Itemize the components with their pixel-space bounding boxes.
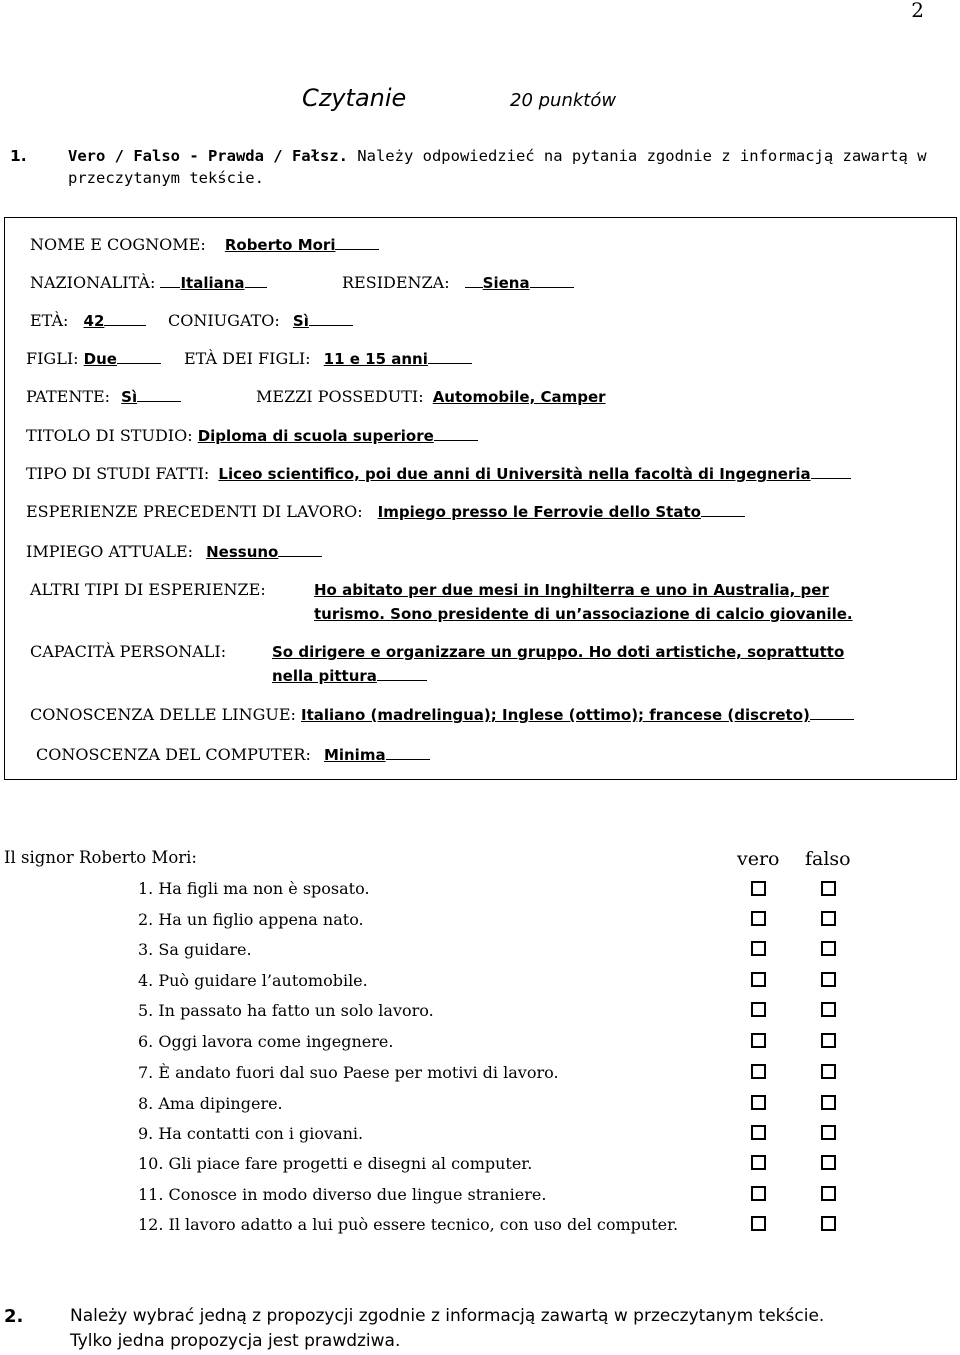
form-row-lingue [30,705,854,724]
form-row-nazionalita [30,273,267,292]
task1-text: Należy odpowiedzieć na pytania zgodnie z informacją zawartą w przeczytanym tekście. [68,147,927,187]
task1-instruction [10,145,940,189]
titolo-label: TITOLO DI STUDIO: [26,426,193,445]
lingue-value: Italiano (madrelingua); Inglese (ottimo); francese (discreto) [301,706,810,724]
computer-value: Minima [323,746,386,764]
statement-item: 12. Il lavoro adatto a lui può essere tecnico, con uso del computer. [138,1215,679,1234]
false-checkbox[interactable] [821,1095,836,1110]
statement-item: 11. Conosce in modo diverso due lingue straniere. [138,1185,547,1204]
true-checkbox[interactable] [751,941,766,956]
true-checkbox[interactable] [751,1064,766,1079]
false-checkbox[interactable] [821,972,836,987]
statement-item: 9. Ha contatti con i giovani. [138,1124,364,1143]
form-row-altri [30,580,266,599]
impiego-label: IMPIEGO ATTUALE: [26,542,194,561]
computer-label: CONOSCENZA DEL COMPUTER: [36,745,311,764]
false-checkbox[interactable] [821,1033,836,1048]
tipo-studi-value: Liceo scientifico, poi due anni di Università nella facoltà di Ingegneria [218,465,811,483]
form-row-computer [36,745,430,764]
false-checkbox[interactable] [821,1216,836,1231]
false-checkbox[interactable] [821,1186,836,1201]
true-checkbox[interactable] [751,911,766,926]
statements-intro: Il signor Roberto Mori: [4,848,197,867]
coniugato-label: CONIUGATO: [168,311,280,330]
altri-value-line2: turismo. Sono presidente di un’associazione di calcio giovanile. [314,605,853,623]
form-row-eta [30,311,146,330]
mezzi-value: Automobile, Camper [432,388,606,406]
statement-item: 7. È andato fuori dal suo Paese per motivi di lavoro. [138,1063,559,1082]
false-checkbox[interactable] [821,881,836,896]
form-row-mezzi [256,387,606,406]
true-checkbox[interactable] [751,972,766,987]
false-checkbox[interactable] [821,1002,836,1017]
false-checkbox[interactable] [821,911,836,926]
statement-item: 1. Ha figli ma non è sposato. [138,879,370,898]
section-title: Czytanie [302,84,407,112]
eta-label: ETÀ: [30,311,69,330]
nome-label: NOME E COGNOME: [30,235,206,254]
task2-line2: Tylko jedna propozycja jest prawdziwa. [70,1331,401,1351]
lingue-label: CONOSCENZA DELLE LINGUE: [30,705,296,724]
eta-figli-label: ETÀ DEI FIGLI: [184,349,311,368]
column-header-true: vero [737,848,780,870]
column-header-false: falso [805,848,851,870]
residenza-value: Siena [482,274,530,292]
statement-item: 2. Ha un figlio appena nato. [138,910,364,929]
impiego-value: Nessuno [206,543,279,561]
true-checkbox[interactable] [751,1002,766,1017]
figli-value: Due [83,350,117,368]
statement-item: 10. Gli piace fare progetti e disegni al computer. [138,1154,533,1173]
task2-number: 2. [4,1306,24,1327]
false-checkbox[interactable] [821,1125,836,1140]
figli-label: FIGLI: [26,349,79,368]
patente-label: PATENTE: [26,387,111,406]
form-row-nome [30,235,379,254]
form-row-esperienze [26,502,745,521]
task2-line1: Należy wybrać jedną z propozycji zgodnie z informacją zawartą w przeczytanym tekście. [70,1306,825,1326]
nazionalita-value: Italiana [180,274,245,292]
true-checkbox[interactable] [751,1095,766,1110]
statement-item: 6. Oggi lavora come ingegnere. [138,1032,394,1051]
profile-form [4,217,957,780]
true-checkbox[interactable] [751,1125,766,1140]
patente-value: Sì [121,388,138,406]
esperienze-value: Impiego presso le Ferrovie dello Stato [377,503,701,521]
mezzi-label: MEZZI POSSEDUTI: [256,387,424,406]
false-checkbox[interactable] [821,1155,836,1170]
form-row-capacita [30,642,226,661]
form-row-eta-figli [184,349,472,368]
form-row-residenza [342,273,574,292]
false-checkbox[interactable] [821,941,836,956]
altri-value-line1: Ho abitato per due mesi in Inghilterra e uno in Australia, per [314,581,829,599]
form-row-patente [26,387,181,406]
form-row-coniugato [168,311,353,330]
tipo-studi-label: TIPO DI STUDI FATTI: [26,464,210,483]
capacita-value-line1: So dirigere e organizzare un gruppo. Ho doti artistiche, soprattutto [272,643,845,661]
statement-item: 8. Ama dipingere. [138,1094,283,1113]
nazionalita-label: NAZIONALITÀ: [30,273,156,292]
titolo-value: Diploma di scuola superiore [197,427,434,445]
form-row-tipo-studi [26,464,851,483]
eta-value: 42 [83,312,105,330]
true-checkbox[interactable] [751,1216,766,1231]
nome-value: Roberto Mori [224,236,336,254]
capacita-value-line2: nella pittura [272,667,377,685]
capacita-label: CAPACITÀ PERSONALI: [30,642,227,661]
coniugato-value: Sì [292,312,309,330]
task1-number: 1. [10,147,27,165]
page-number: 2 [911,0,924,22]
altri-label: ALTRI TIPI DI ESPERIENZE: [30,580,266,599]
false-checkbox[interactable] [821,1064,836,1079]
true-checkbox[interactable] [751,1155,766,1170]
form-row-figli [26,349,161,368]
form-row-titolo [26,426,478,445]
statement-item: 5. In passato ha fatto un solo lavoro. [138,1001,434,1020]
true-checkbox[interactable] [751,1033,766,1048]
points-label: 20 punktów [510,90,617,111]
esperienze-label: ESPERIENZE PRECEDENTI DI LAVORO: [26,502,363,521]
true-checkbox[interactable] [751,881,766,896]
statement-item: 3. Sa guidare. [138,940,252,959]
eta-figli-value: 11 e 15 anni [323,350,428,368]
true-checkbox[interactable] [751,1186,766,1201]
residenza-label: RESIDENZA: [342,273,450,292]
task1-title: Vero / Falso - Prawda / Fałsz. [68,147,348,165]
statement-item: 4. Può guidare l’automobile. [138,971,368,990]
form-row-impiego [26,542,322,561]
